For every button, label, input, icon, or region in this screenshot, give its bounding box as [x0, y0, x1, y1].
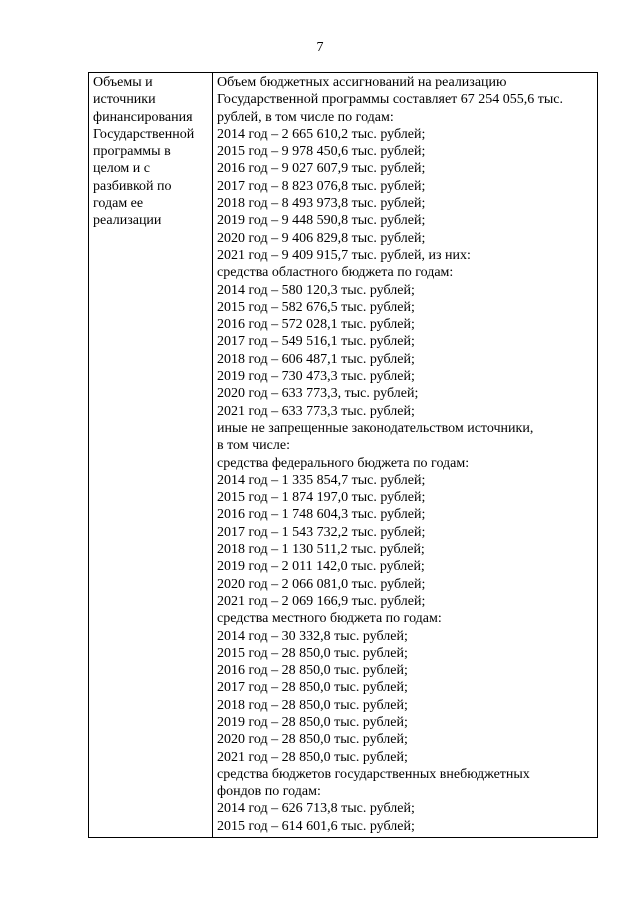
funding-line: 2015 год – 28 850,0 тыс. рублей;	[217, 645, 408, 661]
funding-line: 2017 год – 28 850,0 тыс. рублей;	[217, 680, 408, 696]
label-line: источники	[93, 92, 156, 108]
funding-table	[88, 72, 598, 838]
funding-line: 2018 год – 28 850,0 тыс. рублей;	[217, 697, 408, 713]
funding-line: средства местного бюджета по годам:	[217, 611, 442, 627]
funding-line: 2021 год – 9 409 915,7 тыс. рублей, из них:	[217, 247, 471, 263]
funding-line: 2014 год – 580 120,3 тыс. рублей;	[217, 282, 415, 298]
label-line: финансирования	[93, 109, 193, 125]
funding-line: 2016 год – 9 027 607,9 тыс. рублей;	[217, 161, 426, 177]
funding-line: 2014 год – 30 332,8 тыс. рублей;	[217, 628, 408, 644]
funding-line: 2020 год – 28 850,0 тыс. рублей;	[217, 732, 408, 748]
funding-line: 2014 год – 626 713,8 тыс. рублей;	[217, 801, 415, 817]
label-line: годам ее	[93, 196, 144, 212]
funding-line: 2020 год – 2 066 081,0 тыс. рублей;	[217, 576, 426, 592]
funding-line: 2016 год – 572 028,1 тыс. рублей;	[217, 317, 415, 333]
funding-line: 2015 год – 9 978 450,6 тыс. рублей;	[217, 144, 426, 160]
funding-line: 2015 год – 614 601,6 тыс. рублей;	[217, 818, 415, 834]
table-row	[89, 73, 598, 838]
label-line: Государственной	[93, 126, 195, 142]
funding-line: Объем бюджетных ассигнований на реализацию	[217, 75, 507, 90]
funding-label-cell	[89, 73, 213, 838]
funding-line: 2017 год – 1 543 732,2 тыс. рублей;	[217, 524, 426, 540]
funding-line: 2017 год – 8 823 076,8 тыс. рублей;	[217, 178, 426, 194]
funding-line: средства областного бюджета по годам:	[217, 265, 454, 281]
funding-line: 2019 год – 2 011 142,0 тыс. рублей;	[217, 559, 425, 575]
label-line: Объемы и	[93, 75, 153, 90]
funding-line: 2020 год – 9 406 829,8 тыс. рублей;	[217, 230, 426, 246]
funding-line: Государственной программы составляет 67 254 055,6 тыс.	[217, 92, 564, 108]
funding-line: фондов по годам:	[217, 784, 321, 800]
funding-line: 2015 год – 582 676,5 тыс. рублей;	[217, 299, 415, 315]
funding-line: средства федерального бюджета по годам:	[217, 455, 470, 471]
label-line: программы в	[93, 144, 171, 160]
funding-line: рублей, в том числе по годам:	[217, 109, 394, 125]
funding-line: 2018 год – 1 130 511,2 тыс. рублей;	[217, 542, 425, 558]
funding-line: 2018 год – 8 493 973,8 тыс. рублей;	[217, 196, 426, 212]
funding-line: 2015 год – 1 874 197,0 тыс. рублей;	[217, 490, 426, 506]
funding-line: в том числе:	[217, 438, 290, 454]
page-number: 7	[316, 40, 324, 55]
funding-line: 2020 год – 633 773,3, тыс. рублей;	[217, 386, 419, 402]
funding-details-cell	[213, 73, 598, 838]
label-line: целом и с	[93, 161, 150, 177]
funding-line: 2016 год – 28 850,0 тыс. рублей;	[217, 663, 408, 679]
funding-line: средства бюджетов государственных внебюджетных	[217, 766, 530, 782]
funding-line: 2019 год – 28 850,0 тыс. рублей;	[217, 714, 408, 730]
funding-line: 2021 год – 633 773,3 тыс. рублей;	[217, 403, 415, 419]
funding-line: 2016 год – 1 748 604,3 тыс. рублей;	[217, 507, 426, 523]
funding-line: 2019 год – 730 473,3 тыс. рублей;	[217, 369, 415, 385]
funding-line: 2014 год – 2 665 610,2 тыс. рублей;	[217, 126, 426, 142]
funding-line: 2021 год – 2 069 166,9 тыс. рублей;	[217, 593, 426, 609]
funding-line: иные не запрещенные законодательством источники,	[217, 420, 534, 436]
funding-line: 2014 год – 1 335 854,7 тыс. рублей;	[217, 472, 426, 488]
funding-line: 2019 год – 9 448 590,8 тыс. рублей;	[217, 213, 426, 229]
funding-line: 2018 год – 606 487,1 тыс. рублей;	[217, 351, 415, 367]
label-line: разбивкой по	[93, 178, 172, 194]
funding-line: 2021 год – 28 850,0 тыс. рублей;	[217, 749, 408, 765]
label-line: реализации	[93, 213, 162, 229]
funding-line: 2017 год – 549 516,1 тыс. рублей;	[217, 334, 415, 350]
